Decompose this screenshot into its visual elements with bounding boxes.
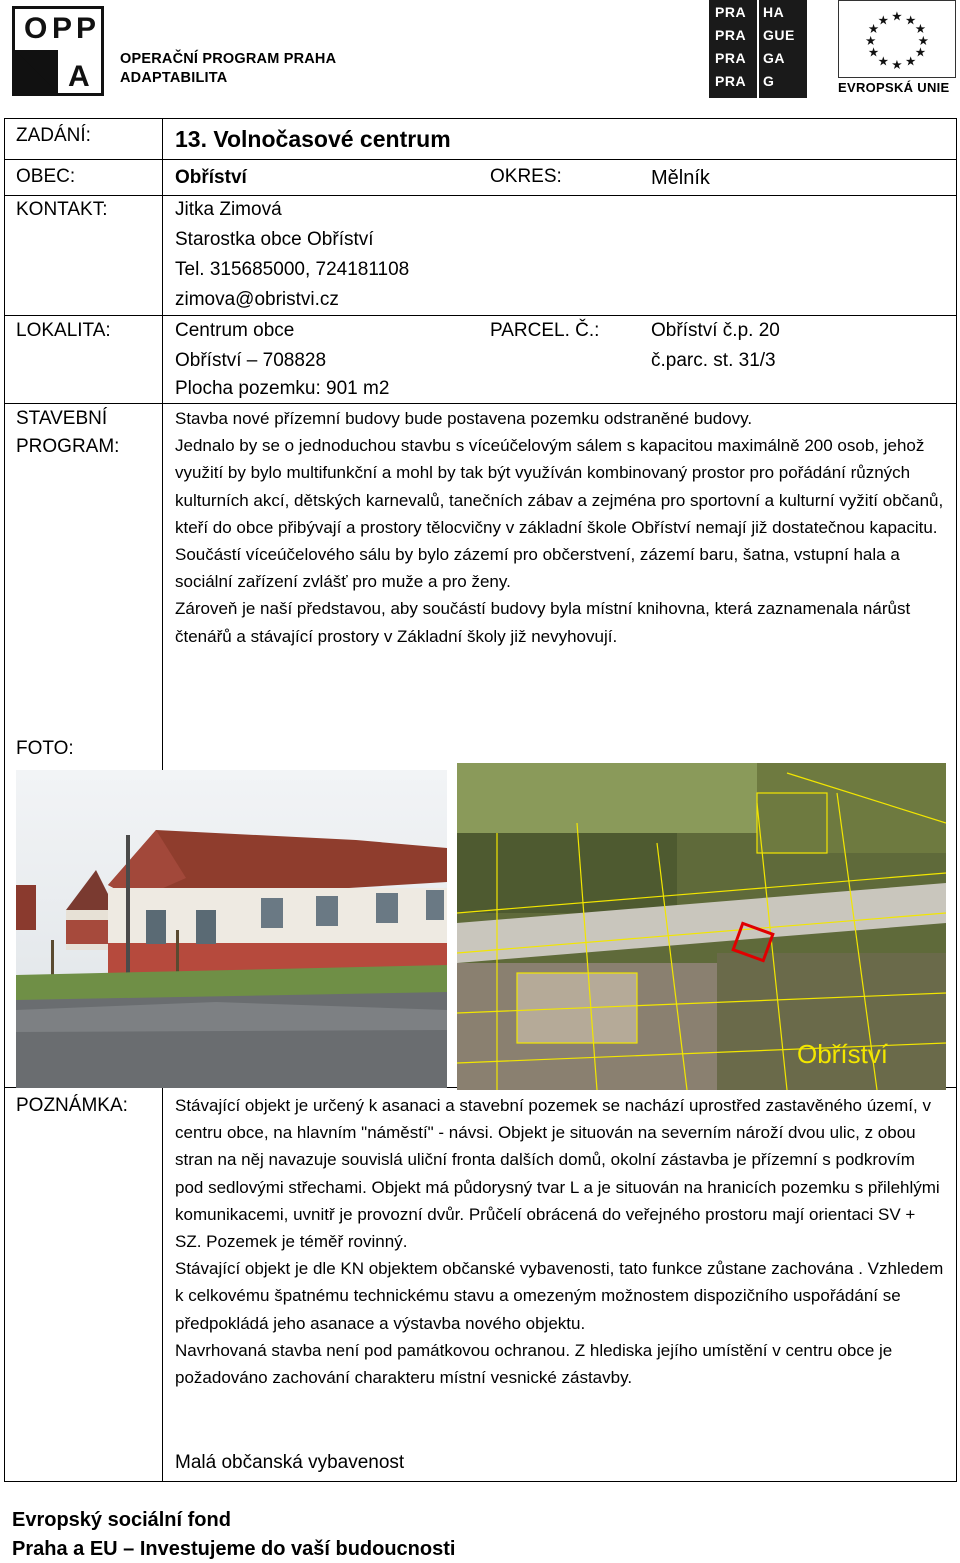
okres-value: Mělník [651,167,710,189]
lokalita-label: LOKALITA: [16,320,111,341]
okres-label: OKRES: [490,166,562,187]
prague-cell: HA [763,4,785,20]
prague-cell: PRA [715,4,747,20]
opp-letter-p2: P [76,12,97,45]
opp-letter-o: O [24,12,48,45]
aerial-map [457,763,946,1090]
opp-line1: OPERAČNÍ PROGRAM PRAHA [120,51,337,67]
lokalita-line: Plocha pozemku: 901 m2 [175,378,390,399]
kontakt-label: KONTAKT: [16,199,108,220]
program-paragraph: Zároveň je naší představou, aby součástí budovy byla místní knihovna, která zaznamenala nárůst čtenářů a stávající prostory v Základní školy již nevyhovují. [175,599,911,646]
eu-label: EVROPSKÁ UNIE [838,80,950,95]
svg-text:★: ★ [877,53,890,69]
poznamka-paragraph: Navrhovaná stavba není pod památkovou ochranou. Z hlediska jejího umístění v centru obce je požadováno zachování charakteru místní vesnické zástavby. [175,1340,893,1388]
kontakt-line: Starostka obce Obříství [175,229,374,250]
eu-flag-icon [838,0,956,78]
category-value: Malá občanská vybavenost [175,1452,405,1473]
parcel-line: Obříství č.p. 20 [651,320,780,341]
program-text [175,405,945,650]
kontakt-email[interactable]: zimova@obristvi.cz [175,289,339,310]
svg-text:★: ★ [917,32,929,48]
program-paragraph: Součástí víceúčelového sálu by bylo zázemí pro občerstvení, zázemí baru, šatna, vstupní hala a sociální zařízení zvlášť pro muže a pro ženy. [175,545,900,592]
svg-text:★: ★ [865,32,877,48]
svg-text:★: ★ [904,53,917,69]
prague-cell: GUE [763,27,795,43]
program-paragraph: Jednalo by se o jednoduchou stavbu s víceúčelovým sálem s kapacitou maximálně 200 osob, jehož využití by bylo multifunkční a mohl by tak být využíván kombinovaný prostor pro pořádání různých kulturních akcí, dětských karnevalů, tanečních zábav a zejména pro sportovní a kulturní vyžití občanů, kteří do obce přibývají a prostory tělocvičny v základní škole Obříství nemají již dostatečnou kapacitu. [175,436,944,537]
row-divider [4,315,957,316]
svg-text:★: ★ [904,12,917,28]
program-label-line1: STAVEBNÍ [16,408,108,429]
opp-letter-p1: P [52,12,73,45]
page-header [0,0,960,110]
footer-line2: Praha a EU – Investujeme do vaší budoucnosti [12,1538,456,1560]
zadani-label: ZADÁNÍ: [16,125,91,146]
parcel-label: PARCEL. Č.: [490,320,600,341]
opp-letter-a: A [68,60,90,93]
svg-text:★: ★ [877,12,890,28]
obec-label: OBEC: [16,166,76,187]
prague-logo [709,0,807,98]
svg-text:★: ★ [914,44,927,60]
obec-value: Obříství [175,167,247,188]
poznamka-paragraph: Stávající objekt je dle KN objektem občanské vybavenosti, tato funkce zůstane zachována . Vzhledem k celkovému špatnému technickému stavu a omezeným možnostem dispozičního uspořádání se předpokládá jeho asanace a výstavba nového objektu. [175,1259,944,1333]
program-paragraph: Stavba nové přízemní budovy bude postavena pozemku odstraněné budovy. [175,409,753,428]
svg-text:★: ★ [867,44,880,60]
parcel-line: č.parc. st. 31/3 [651,350,776,371]
prague-cell: G [763,73,775,89]
prague-cell: PRA [715,50,747,66]
prague-cell: PRA [715,27,747,43]
kontakt-line: Jitka Zimová [175,199,282,220]
poznamka-label: POZNÁMKA: [16,1095,128,1116]
foto-label: FOTO: [16,738,74,759]
lokalita-line: Obříství – 708828 [175,350,327,371]
row-divider [4,159,957,160]
opp-program-name [120,50,336,88]
eu-logo [836,0,960,100]
svg-text:★: ★ [891,8,903,24]
zadani-value: 13. Volnočasové centrum [175,126,451,152]
poznamka-text [175,1092,945,1391]
footer-line1: Evropský sociální fond [12,1509,231,1531]
svg-text:★: ★ [891,57,903,73]
lokalita-line: Centrum obce [175,320,295,341]
kontakt-line: Tel. 315685000, 724181108 [175,259,410,280]
svg-text:★: ★ [914,21,927,37]
map-place-label: Obříství [797,1039,889,1069]
program-label-line2: PROGRAM: [16,436,120,457]
building-photo [16,770,447,1088]
prague-cell: PRA [715,73,747,89]
svg-text:★: ★ [867,21,880,37]
opp-line2: ADAPTABILITA [120,70,228,86]
opp-logo [12,6,104,96]
row-divider [4,403,957,404]
poznamka-paragraph: Stávající objekt je určený k asanaci a stavební pozemek se nachází uprostřed zastavěného území, v centru obce, na hlavním "náměstí" - návsi. Objekt je situován na severním nároží dvou ulic, z obou stran na něj navazuje souvislá uliční fronta dalších domů, okolní zástavba je přízemní s podkrovím pod sedlovými střechami. Objekt má půdorysný tvar L a je situován na hranicích pozemku s přilehlými komunikacemi, uvnitř je provozní dvůr. Průčelí obrácená do veřejného prostoru mají orientaci SV + SZ. Pozemek je téměř rovinný. [175,1096,940,1252]
row-divider [4,195,957,196]
prague-cell: GA [763,50,785,66]
